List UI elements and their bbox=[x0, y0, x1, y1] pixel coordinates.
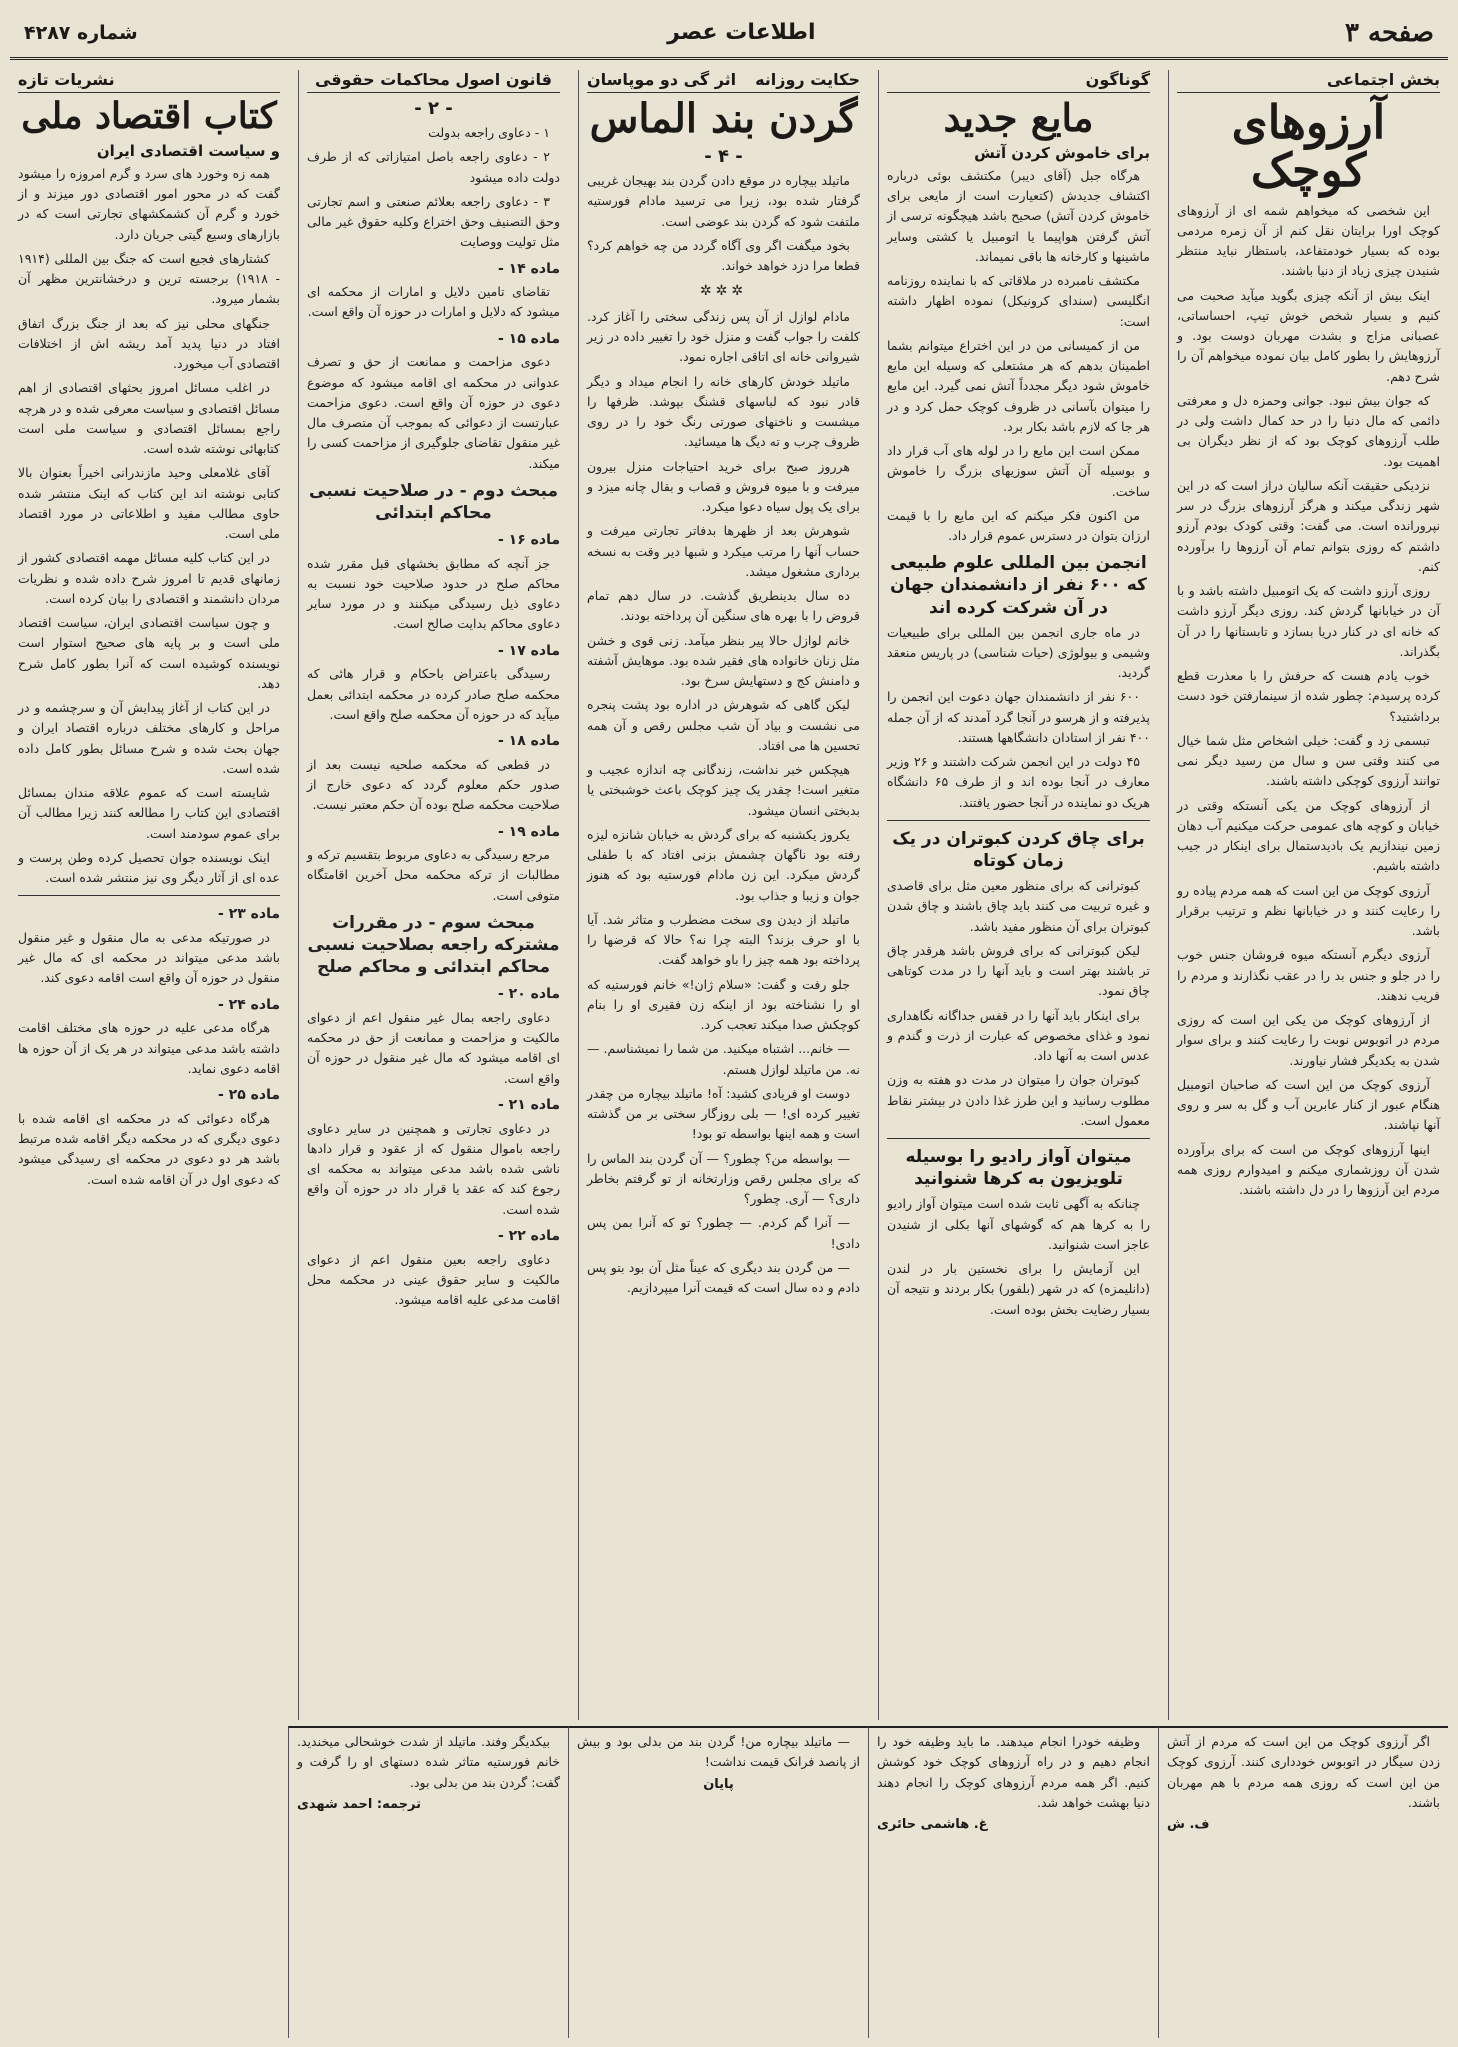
article-title: ماده ۱۸ - bbox=[497, 733, 560, 750]
article-text: در دعاوی تجارتی و همچنین در سایر دعاوی راجعه باموال منقول که از عقود و قرار دادها ناشی شده باشد مدعی میتواند به محکمه ای رجوع کند که عقد یا قرار داد در حوزه آن واقع شده است. bbox=[307, 1120, 560, 1217]
article-title: ماده ۲۱ - bbox=[497, 1096, 560, 1113]
paragraph: خوب یادم هست که حرفش را با معذرت قطع کرده پرسیدم: چطور شده از سینمارفتن خود دست برداشتید؟ bbox=[1177, 668, 1440, 724]
paragraph: یکروز یکشنبه که برای گردش به خیابان شانزه لیزه رفته بود ناگهان چشمش بزنی افتاد که با طفلی گردش میکرد. این زن مادام فورستیه بود که هنوز جوان و زیبا و جذاب بود. bbox=[587, 826, 860, 903]
paragraph: این شخصی که میخواهم شمه ای از آرزوهای کوچک اورا برایتان نقل کنم از آن زمره مردمی بوده که بسیار خودمتفاعد، باستظار نباید منتظر شنیدن چیزی زیاد از دنیا باشند. bbox=[1177, 202, 1440, 279]
paragraph: همه زه وخورد های سرد و گرم امروزه را میشود گفت که در محور امور اقتصادی دور میزند و از خورد و گرم آن کشمکشهای تجارتی است که در بازارهای وسیع گیتی جریان دارد. bbox=[18, 165, 280, 242]
paragraph: تبسمی زد و گفت: خیلی اشخاص مثل شما خیال می کنند وقتی سن و سال من رسید دیگر نمی توانند آرزوی کوچکی داشته باشند. bbox=[1177, 732, 1440, 789]
pigeons-body bbox=[887, 876, 1150, 1131]
story-body bbox=[587, 171, 860, 1298]
paper-name: اطلاعات عصر bbox=[667, 20, 816, 45]
paragraph: — آنرا گم کردم. — چطور؟ تو که آنرا بمن پس دادی! bbox=[587, 1215, 860, 1251]
paragraph: ممکن است این مایع را در لوله های آب قرار داد و بوسیله آن آتش سوزیهای بزرگ را خاموش ساخت. bbox=[887, 443, 1150, 499]
story-headline: گردن بند الماس bbox=[589, 95, 858, 142]
story-chapter: - ۴ - bbox=[704, 146, 743, 167]
misc-subhead: برای خاموش کردن آتش bbox=[974, 143, 1150, 162]
paragraph: کبوتران جوان را میتوان در مدت دو هفته به وزن مطلوب رسانید و این طرز غذا دادن در بیشتر نقاط معمول است. bbox=[887, 1072, 1150, 1128]
paragraph: بخود میگفت اگر وی آگاه گردد من چه خواهم کرد؟ قطعا مرا دزد خواهد خواند. bbox=[587, 237, 860, 273]
author-signature: غ. هاشمی حائری bbox=[877, 1817, 988, 1832]
column-daily-story bbox=[578, 70, 868, 1720]
radio-body bbox=[887, 1194, 1150, 1320]
paragraph: هرگاه جبل (آقای دیبر) مکتشف بوئی درباره اکتشاف جدیدش (کتعیارت است از مایعی برای خاموش کردن آتش) صحیح باشد هیچگونه ترسی از آتش گرفتن هواپیما یا اتومبیل یا کشتی وسایر ماشینها و کارخانه ها باقی نمیماند. bbox=[887, 167, 1150, 264]
social-headline: آرزوهای کوچک bbox=[1231, 95, 1386, 198]
article-title: ماده ۱۷ - bbox=[497, 642, 560, 659]
masthead bbox=[10, 8, 1448, 60]
paragraph: دوست او فریادی کشید: آه! ماتیلد بیچاره من چقدر تغییر کرده ای! — بلی روزگار سختی بر من گذشته است و همه اینها بواسطه تو بود! bbox=[587, 1085, 860, 1142]
law-item: ۳ - دعاوی راجعه بعلائم صنعتی و اسم تجارتی وحق التصنیف وحق اختراع وکلیه حقوق غیر مالی مثل تولیت ووصایت bbox=[307, 193, 560, 250]
paragraph: اینک بیش از آنکه چیزی بگوید میآید صحبت می کنیم و بسیار شخص خوش تیپ، احساساتی، عصبانی مزاج و بشدت مهربان دوست بود. و آرزوهایش را بطور کامل بیان نموده میخواهم آن را شرح دهم. bbox=[1177, 287, 1440, 384]
article-text: مرجع رسیدگی به دعاوی مربوط بتقسیم ترکه و مطالبات از ترکه محکمه محل آخرین اقامتگاه متوفی است. bbox=[307, 847, 560, 903]
paragraph: آرزوی دیگرم آنستکه میوه فروشان جنس خوب را در جلو و جنس بد را در عقب نگذارند و مردم را فریب ندهند. bbox=[1177, 947, 1440, 1003]
column-civil-procedure bbox=[298, 70, 568, 1720]
paragraph: ۴۵ دولت در این انجمن شرکت داشتند و ۲۶ وزیر معارف در آنجا بوده اند و از طرف ۶۵ دانشگاه هریک دو نماینده در آنجا حضور یافتند. bbox=[887, 754, 1150, 810]
article-title: ماده ۲۲ - bbox=[497, 1227, 560, 1244]
article-title: ماده ۲۳ - bbox=[217, 906, 280, 923]
page-label: صفحه ۳ bbox=[1345, 17, 1434, 48]
paragraph: که جوان بیش نبود. جوانی وحمزه دل و معرفتی دائمی که مال دنیا را در حد کمال داشت ولی در طلب آرزوهای کوچک بود که از نظر دیگران بی اهمیت بود. bbox=[1177, 392, 1440, 469]
issue-number: شماره ۴۲۸۷ bbox=[24, 21, 138, 44]
article-title: ماده ۲۵ - bbox=[217, 1087, 280, 1104]
column-new-publications bbox=[10, 70, 288, 2030]
misc-body bbox=[887, 166, 1150, 547]
bottom-story-continuation bbox=[568, 1726, 868, 2038]
radio-headline: میتوان آواز رادیو را بوسیله تلویزیون به کرها شنوانید bbox=[905, 1147, 1132, 1190]
paragraph: خانم لوازل حالا پیر بنظر میآمد. زنی قوی و خشن مثل زنان خانواده های فقیر شده بود. موهایش آشفته و دامنش کج و دستهایش سرخ بود. bbox=[587, 632, 860, 689]
column-miscellaneous bbox=[878, 70, 1158, 1720]
article-title: ماده ۱۹ - bbox=[497, 823, 560, 840]
divider bbox=[887, 820, 1150, 821]
story-kicker-right: حکایت روزانه bbox=[755, 70, 860, 89]
paragraph: در اغلب مسائل امروز بحثهای اقتصادی از اهم مسائل اقتصادی و سیاست معرفی شده و در هرچه راجع بمسائل اقتصادی و سیاست ملی است کتابهائی نوشته شده است. bbox=[18, 380, 280, 457]
paragraph: نزدیکی حقیقت آنکه سالیان دراز است که در این شهر زندگی میکند و هرگز آرزوهای بزرگ در سر نپرورانده است. می گفت: وقتی کودک بودم آرزو داشتم که روزی بتوانم تمام آن آرزوها را برآورده کنم. bbox=[1177, 477, 1440, 574]
law-kicker: قانون اصول محاکمات حقوقی bbox=[307, 70, 560, 93]
author-signature: ف. ش bbox=[1167, 1817, 1210, 1832]
paragraph: شوهرش بعد از ظهرها بدفاتر تجارتی میرفت و حساب آنها را مرتب میکرد و شبها دیر وقت به نسخه برداری مشغول میشد. bbox=[587, 523, 860, 579]
paragraph: روزی آرزو داشت که یک اتومبیل داشته باشد و با آن در خیابانها گردش کند. روزی دیگر آرزو داشت که خانه ای در کنار دریا بسازد و تابستانها را در آن بگذراند. bbox=[1177, 583, 1440, 659]
divider bbox=[18, 895, 280, 896]
paragraph: این آزمایش را برای نخستین بار در لندن (دانلیمزه) که در شهر (بلفور) بکار بردند و نتیجه آن بسیار رضایت بخش بوده است. bbox=[887, 1261, 1150, 1317]
paragraph: اینها آرزوهای کوچک من است که برای برآورده شدن آن روزشماری میکنم و امیدوارم روزی همه مردم این آرزوها را در دل داشته باشند. bbox=[1177, 1141, 1440, 1198]
law-item: ۱ - دعاوی راجعه بدولت bbox=[428, 125, 550, 140]
paragraph: هیچکس خبر نداشت، زندگانی چه اندازه عجیب و متغیر است! چقدر یک چیز کوچک باعث خوشبختی یا بدبختی انسان میشود. bbox=[587, 762, 860, 818]
paragraph: لیکن گاهی که شوهرش در اداره بود پشت پنجره می نشست و بیاد آن شب مجلس رقص و آن همه تحسین ها می افتاد. bbox=[587, 697, 860, 753]
article-title: ماده ۱۴ - bbox=[497, 260, 560, 277]
paragraph: آقای غلامعلی وحید مازندرانی اخیراً بعنوان بالا کتابی نوشته اند این کتاب که اینک منتشر شده حاوی مطالب مفید و اطلاعاتی در مورد اقتصاد ملی است. bbox=[18, 465, 280, 542]
paragraph: کبوترانی که برای منظور معین مثل برای قاصدی و غیره تربیت می کنند باید چاق باشند و چاق شدن کبوتران برای آن منظور مفید باشد. bbox=[887, 878, 1150, 934]
science-congress-headline: انجمن بین المللی علوم طبیعی که ۶۰۰ نفر از دانشمندان جهان در آن شرکت کرده اند bbox=[890, 553, 1147, 618]
misc-headline: مایع جدید bbox=[943, 95, 1094, 140]
paragraph: لیکن کبوترانی که برای فروش باشد هرقدر چاق تر باشند بهتر است و باید آنها را در مدت کوتاهی چاق نمود. bbox=[887, 942, 1150, 999]
social-kicker: بخش اجتماعی bbox=[1177, 70, 1440, 93]
books-kicker: نشریات تازه bbox=[18, 70, 280, 93]
paragraph: مکتشف نامبرده در ملاقاتی که با نماینده روزنامه انگلیسی (سندای کرونیکل) نموده اظهار داشته است: bbox=[887, 273, 1150, 329]
law-section-heading: مبحث سوم - در مقررات مشترکه راجعه بصلاحیت نسبی محاکم ابتدائی و محاکم صلح bbox=[307, 912, 560, 978]
paragraph: از آرزوهای کوچک من یکی آنستکه وقتی در خیابان و کوچه های عمومی حرکت میکنیم آب دهان زمین نیندازیم یک بادیدستمال برای اینکار در جیب داشته باشیم. bbox=[1177, 797, 1440, 874]
bottom-law-continuation bbox=[288, 1726, 568, 2038]
paragraph: کشتارهای فجیع است که جنگ بین المللی (۱۹۱۴ - ۱۹۱۸) برجسته ترین و درخشانترین مظهر آن بشمار میرود. bbox=[18, 250, 281, 307]
law-chapter: - ۲ - bbox=[414, 98, 453, 119]
story-end: پایان bbox=[703, 1776, 734, 1792]
translator-signature: ترجمه: احمد شهدی bbox=[297, 1796, 422, 1812]
paragraph: در ماه جاری انجمن بین المللی برای طبیعیات وشیمی و بیولوژی (حیات شناسی) در پاریس منعقد گردید. bbox=[887, 624, 1150, 681]
paragraph: ده سال بدینطریق گذشت. در سال دهم تمام قروض را با بهره های سنگین آن پرداخته بودند. bbox=[587, 588, 860, 624]
paragraph: ماتیلد خودش کارهای خانه را انجام میداد و دیگر قادر نبود که لباسهای قشنگ بپوشد. ظرفها را میشست و ناخنهای صورتی رنگ خود را در روی ظروف چرب و ته دیگ ها میسائید. bbox=[587, 373, 860, 450]
paragraph: آرزوی کوچک من این است که صاحبان اتومبیل هنگام عبور از کنار عابرین آب و گل به سر و روی آنها نپاشند. bbox=[1177, 1076, 1440, 1133]
article-title: ماده ۱۵ - bbox=[497, 330, 560, 347]
story-author: اثر گی دو موپاسان bbox=[587, 70, 737, 89]
bottom-body bbox=[577, 1732, 860, 1773]
paragraph: هرروز صبح برای خرید احتیاجات منزل بیرون میرفت و با میوه فروش و قصاب و بقال چانه میزد و برای یک پول سیاه دعوا میکرد. bbox=[587, 458, 860, 515]
paragraph: — خانم... اشتباه میکنید. من شما را نمیشناسم. — نه. من ماتیلد لوازل هستم. bbox=[587, 1041, 860, 1077]
law-continuation-body bbox=[18, 903, 280, 1190]
article-text: دعاوی راجعه بعین منقول اعم از دعوای مالکیت و سایر حقوق عینی در محکمه محل اقامت مدعی علیه اقامه میشود. bbox=[307, 1251, 560, 1308]
bottom-misc-continuation bbox=[868, 1726, 1158, 2038]
paragraph: از آرزوهای کوچک من یکی این است که روزی مردم در اتوبوس نوبت را رعایت کنند و برای سوار شدن به یکدیگر فشار نیاورند. bbox=[1177, 1012, 1440, 1068]
article-text: در قطعی که محکمه صلحیه نیست بعد از صدور حکم معلوم گردد که دعوی خارج از صلاحیت محکمه صلح بوده آن حکم معتبر نیست. bbox=[307, 756, 560, 813]
law-item: ۲ - دعاوی راجعه باصل امتیازاتی که از طرف دولت داده میشود bbox=[307, 149, 560, 185]
newspaper-page bbox=[10, 8, 1448, 2038]
article-title: ماده ۲۰ - bbox=[497, 986, 560, 1003]
article-text: هرگاه دعوائی که در محکمه ای اقامه شده با دعوی دیگری که در محکمه دیگر اقامه شده مرتبط باشد هر دو دعوی در محکمه ای رسیدگی میشود که دعوی اول در آن اقامه شده است. bbox=[18, 1110, 280, 1187]
paragraph: در این کتاب از آغاز پیدایش آن و سرچشمه و در مراحل و کارهای مختلف درباره اقتصاد ایران و جهان بحث شده و شرح مسائل بطور کامل داده شده است. bbox=[18, 700, 280, 776]
paragraph: برای اینکار باید آنها را در قفس جداگانه نگاهداری نمود و غذای مخصوص که عبارت از ذرت و گندم و عدس است به آنها داد. bbox=[887, 1007, 1150, 1064]
paragraph: — من گردن بند دیگری که عیناً مثل آن بود بتو پس دادم و ده سال است که قیمت آنرا میپردازیم. bbox=[587, 1259, 860, 1296]
article-text: تقاضای تامین دلایل و امارات از محکمه ای میشود که دلایل و امارات در حوزه آن واقع است. bbox=[307, 284, 560, 320]
paragraph: در این کتاب کلیه مسائل مهمه اقتصادی کشور از زمانهای قدیم تا امروز شرح داده شده و نظریات مردان دانشمند و اقتصادی را بیان کرده است. bbox=[18, 550, 280, 606]
bottom-social-continuation bbox=[1158, 1726, 1448, 2038]
book-headline: کتاب اقتصاد ملی bbox=[21, 95, 277, 137]
book-review-body bbox=[18, 164, 280, 889]
social-body bbox=[1177, 201, 1440, 1201]
paragraph: شایسته است که عموم علاقه مندان بمسائل اقتصادی این کتاب را مطالعه کنند زیرا مطالب آن برای عموم سودمند است. bbox=[18, 785, 280, 841]
paragraph: چنانکه به آگهی ثابت شده است میتوان آواز رادیو را به کرها هم که گوشهای آنها بکلی از شنیدن عاجز است شنوانید. bbox=[887, 1196, 1150, 1252]
book-subhead: و سیاست اقتصادی ایران bbox=[96, 141, 280, 160]
pigeons-headline: برای چاق کردن کبوتران در یک زمان کوتاه bbox=[892, 828, 1145, 872]
paragraph: وظیفه خودرا انجام میدهند. ما باید وظیفه خود را انجام دهیم و در راه آرزوهای کوچک خود کوشش کنیم. اگر همه مردم آرزوهای کوچک را انجام دهند دنیا بهشت خواهد شد. bbox=[877, 1734, 1150, 1810]
article-text: هرگاه مدعی علیه در حوزه های مختلف اقامت داشته باشد مدعی میتواند در هر یک از آن حوزه ها اقامه دعوی نماید. bbox=[18, 1020, 280, 1076]
article-text: دعوی مزاحمت و ممانعت از حق و تصرف عدوانی در محکمه ای اقامه میشود که موضوع دعوی در حوزه آن واقع است. دعوی مزاحمت عبارتست از دعوائی که بموجب آن متصرف مال غیر منقول تقاضای جلوگیری از مزاحمت کسی را میکند. bbox=[307, 354, 560, 471]
paragraph: آرزوی کوچک من این است که همه مردم پیاده رو را رعایت کنند و در خیابانها نظم و ترتیب برقرار باشد. bbox=[1177, 882, 1440, 939]
paragraph: اینک نویسنده جوان تحصیل کرده وطن پرست و عده ای از آثار دیگر وی نیز منتشر شده است. bbox=[18, 849, 280, 886]
article-text: جز آنچه که مطابق بخشهای قبل مقرر شده محاکم صلح در حدود صلاحیت خود نسبت به دعاوی ذیل رسیدگی میکنند و در مورد سایر دعاوی محاکم بدایت صالح است. bbox=[307, 555, 560, 632]
paragraph: بیکدیگر وفند. ماتیلد از شدت خوشحالی میخندید. خانم فورستیه متاثر شده دستهای او را گرفت و گفت: گردن بند من بدلی بود. bbox=[297, 1734, 560, 1790]
column-social bbox=[1168, 70, 1448, 1720]
paragraph: — ماتیلد بیچاره من! گردن بند من بدلی بود و بیش از پانصد فرانک قیمت نداشت! bbox=[577, 1734, 860, 1770]
article-title: ماده ۲۴ - bbox=[217, 996, 280, 1013]
paragraph: — بواسطه من؟ چطور؟ — آن گردن بند الماس را که برای مجلس رقص وزارتخانه از تو گرفتم بخاطر داری؟ — آری. چطور؟ bbox=[587, 1150, 860, 1207]
article-title: ماده ۱۶ - bbox=[497, 532, 560, 549]
paragraph: ۶۰۰ نفر از دانشمندان جهان دعوت این انجمن را پذیرفته و از هرسو در آنجا گرد آمدند که از آن جمله ۴۰۰ نفر از استادان دانشگاهها هستند. bbox=[887, 689, 1150, 745]
paragraph: مادام لوازل از آن پس زندگی سختی را آغاز کرد. کلفت را جواب گفت و منزل خود را تغییر داده در زیر شیروانی خانه ای اتاقی اجاره نمود. bbox=[587, 308, 860, 365]
misc-kicker: گوناگون bbox=[887, 70, 1150, 93]
science-congress-body bbox=[887, 623, 1150, 813]
paragraph: اگر آرزوی کوچک من این است که مردم از آتش زدن سیگار در اتوبوس خودداری کنند. آرزوی کوچک من این است که روزی همه مردم با هم مهربان باشند. bbox=[1167, 1734, 1440, 1810]
star-divider-icon: ✲✲✲ bbox=[699, 283, 748, 300]
law-body bbox=[307, 123, 560, 1310]
bottom-body bbox=[297, 1732, 560, 1793]
paragraph: من اکنون فکر میکنم که این مایع را با قیمت ارزان بتوان در دسترس عموم قرار داد. bbox=[887, 507, 1150, 544]
bottom-body bbox=[1167, 1732, 1440, 1813]
paragraph: جنگهای محلی نیز که بعد از جنگ بزرگ اتفاق افتاد در دنیا پدید آمد ریشه اش از اختلافات اقتصادی آب میخورد. bbox=[18, 315, 280, 372]
divider bbox=[887, 1138, 1150, 1139]
bottom-body bbox=[877, 1732, 1150, 1813]
paragraph: ماتیلد از دیدن وی سخت مضطرب و متاثر شد. آیا با او حرف بزند؟ البته چرا نه؟ حالا که قرضها را پرداخته بود همه چیز را باو خواهد گفت. bbox=[587, 911, 860, 968]
paragraph: و چون سیاست اقتصادی ایران، سیاست اقتصاد ملی است و بر پایه های صحیح استوار است نویسنده کوشیده است که آنرا بطور کامل شرح دهد. bbox=[18, 615, 280, 691]
story-kicker bbox=[587, 70, 860, 93]
paragraph: من از کمیسانی من در این اختراع میتوانم بشما اطمینان بدهم که هر مشتعلی که وسیله این مایع خاموش شود دیگر مجدداً آتش نمی گیرد. این مایع را میتوان بآسانی در ظروف کوچک حمل کرد و در هر جا که لازم باشد بکار برد. bbox=[887, 337, 1150, 434]
article-text: رسیدگی باعتراض باحکام و قرار هائی که محکمه صلح صادر کرده در محکمه ابتدائی بعمل میآید که در حوزه آن محکمه صلح واقع است. bbox=[307, 666, 560, 722]
article-text: دعاوی راجعه بمال غیر منقول اعم از دعوای مالکیت و مزاحمت و ممانعت از حق در محکمه ای اقامه میشود که مال غیر منقول در حوزه آن واقع است. bbox=[307, 1009, 560, 1086]
article-text: در صورتیکه مدعی به مال منقول و غیر منقول باشد مدعی میتواند در محکمه ای که مال غیر منقول در حوزه آن واقع است اقامه دعوی کند. bbox=[18, 929, 280, 986]
paragraph: جلو رفت و گفت: «سلام ژان!» خانم فورستیه که او را نشناخته بود از اینکه زن فقیری او را بنام کوچکش صدا میکند تعجب کرد. bbox=[587, 976, 860, 1033]
paragraph: ماتیلد بیچاره در موقع دادن گردن بند بهیجان غریبی گرفتار شده بود، زیرا می ترسید مادام فورستیه ملتفت شود که گردن بند عوضی است. bbox=[587, 173, 860, 229]
law-section-heading: مبحث دوم - در صلاحیت نسبی محاکم ابتدائی bbox=[309, 480, 558, 523]
